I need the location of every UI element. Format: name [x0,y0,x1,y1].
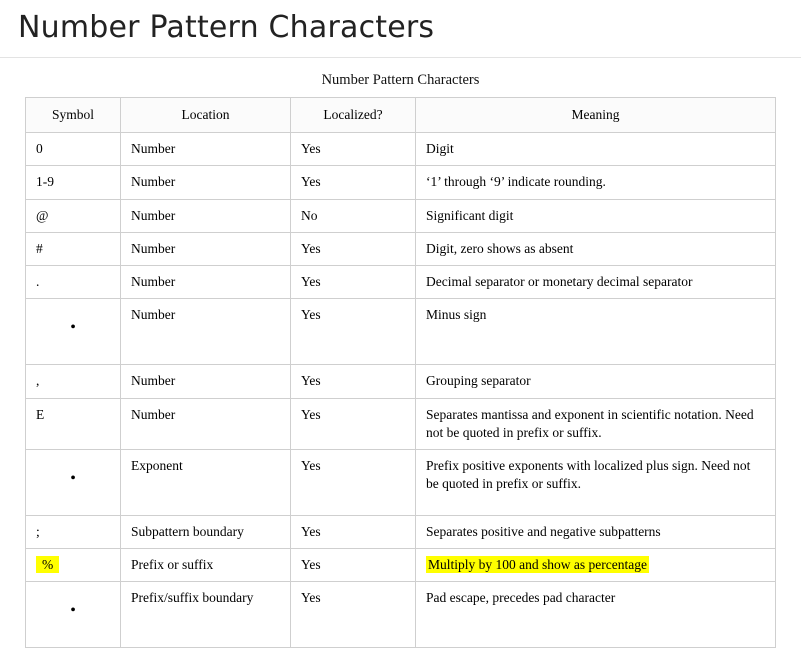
highlight-mark: % [36,556,59,573]
cell-localized: Yes [291,449,416,515]
cell-location: Number [121,166,291,199]
cell-symbol: 0 [26,133,121,166]
cell-localized: No [291,199,416,232]
cell-meaning: Pad escape, precedes pad character [416,582,776,648]
cell-localized: Yes [291,232,416,265]
cell-location: Number [121,365,291,398]
cell-meaning: Prefix positive exponents with localized plus sign. Need not be quoted in prefix or suffix. [416,449,776,515]
table-body [26,133,776,648]
cell-localized: Yes [291,166,416,199]
cell-location: Number [121,199,291,232]
cell-meaning: Separates positive and negative subpatterns [416,515,776,548]
table-row [26,299,776,365]
cell-location: Prefix/suffix boundary [121,582,291,648]
document-page [0,10,801,620]
cell-symbol [26,549,121,582]
cell-localized: Yes [291,365,416,398]
table-row [26,515,776,548]
table-row [26,199,776,232]
cell-symbol: # [26,232,121,265]
cell-location: Number [121,299,291,365]
cell-location: Prefix or suffix [121,549,291,582]
table-header-row [26,98,776,133]
table-row [26,365,776,398]
cell-meaning: Digit [416,133,776,166]
cell-symbol: @ [26,199,121,232]
cell-symbol: E [26,398,121,449]
cell-symbol: • [26,299,121,365]
cell-meaning: Digit, zero shows as absent [416,232,776,265]
table-row [26,449,776,515]
cell-localized: Yes [291,515,416,548]
table-row [26,266,776,299]
cell-symbol: • [26,582,121,648]
cell-location: Number [121,398,291,449]
cell-symbol: • [26,449,121,515]
table-row [26,133,776,166]
table-row [26,166,776,199]
table-row [26,398,776,449]
cell-meaning: Grouping separator [416,365,776,398]
cell-localized: Yes [291,299,416,365]
table-caption: Number Pattern Characters [321,72,480,88]
cell-meaning: Significant digit [416,199,776,232]
cell-location: Subpattern boundary [121,515,291,548]
cell-symbol: 1-9 [26,166,121,199]
table-row [26,232,776,265]
cell-localized: Yes [291,582,416,648]
cell-symbol: , [26,365,121,398]
cell-meaning: Minus sign [416,299,776,365]
highlight-mark: Multiply by 100 and show as percentage [428,557,647,573]
cell-location: Number [121,232,291,265]
column-header-meaning: Meaning [416,98,776,133]
title-divider [0,57,801,58]
cell-localized: Yes [291,266,416,299]
column-header-location: Location [121,98,291,133]
table-row [26,549,776,582]
column-header-symbol: Symbol [26,98,121,133]
table-row [26,582,776,648]
number-pattern-characters-table [25,97,776,648]
cell-meaning: ‘1’ through ‘9’ indicate rounding. [416,166,776,199]
cell-location: Exponent [121,449,291,515]
cell-location: Number [121,266,291,299]
cell-location: Number [121,133,291,166]
cell-meaning: Separates mantissa and exponent in scientific notation. Need not be quoted in prefix or suffix. [416,398,776,449]
cell-meaning: Decimal separator or monetary decimal separator [416,266,776,299]
cell-localized: Yes [291,398,416,449]
column-header-localized: Localized? [291,98,416,133]
cell-symbol: . [26,266,121,299]
cell-localized: Yes [291,133,416,166]
page-title: Number Pattern Characters [18,10,435,45]
cell-localized: Yes [291,549,416,582]
cell-symbol: ; [26,515,121,548]
cell-meaning [416,549,776,582]
